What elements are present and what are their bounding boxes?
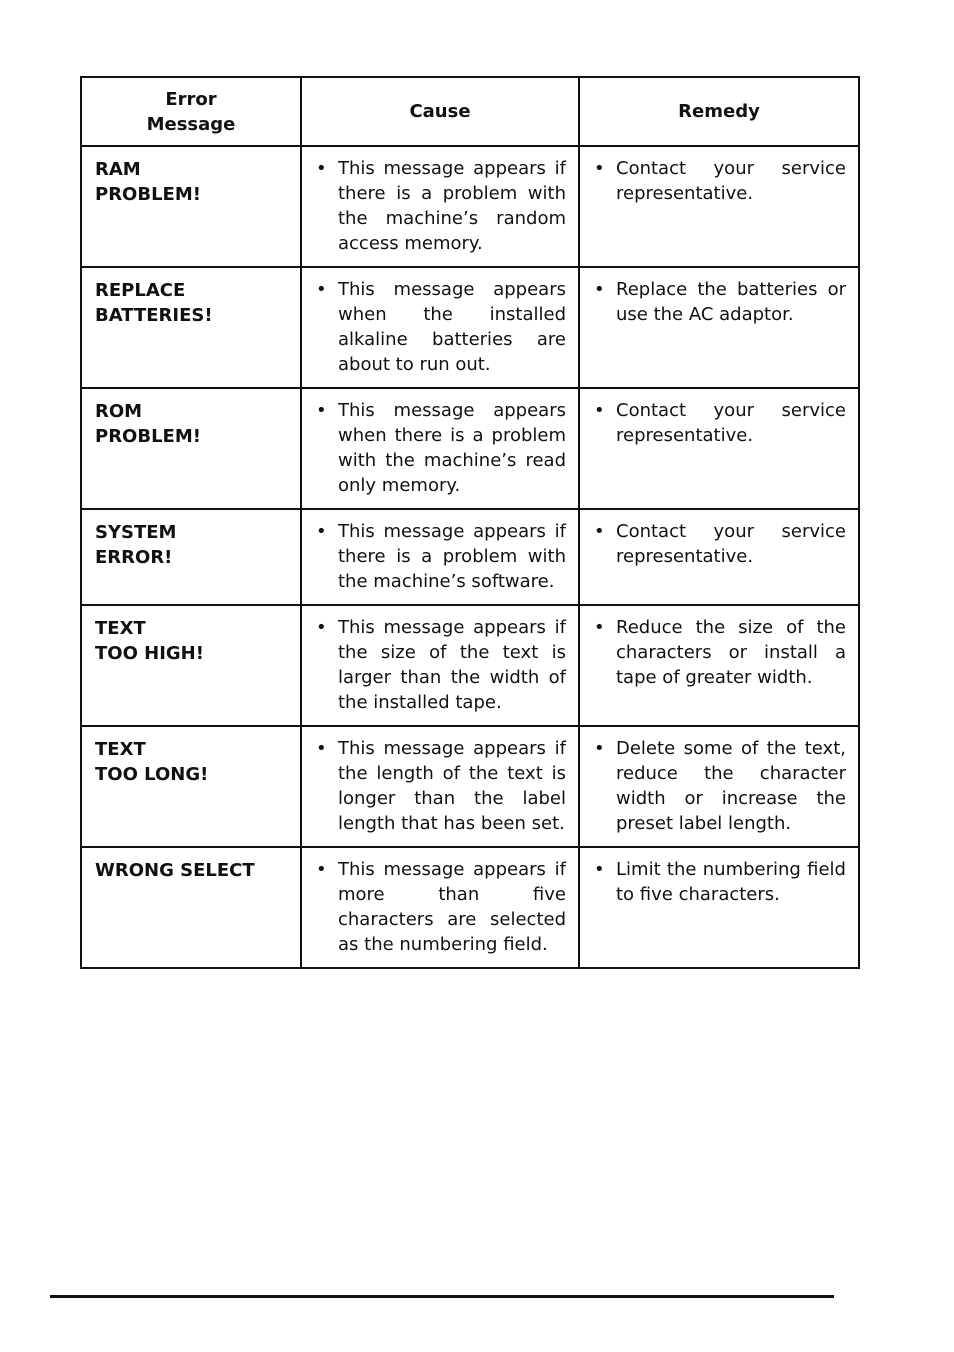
cause-text: This message appears if the length of the text is longer than the label length that has been set. xyxy=(338,738,566,834)
bullet-icon: • xyxy=(316,400,327,421)
cause-cell xyxy=(301,146,579,267)
error-message-line: RAM xyxy=(95,159,141,180)
table-row xyxy=(81,847,859,968)
bullet-icon: • xyxy=(594,158,605,179)
table-row xyxy=(81,509,859,605)
error-message-line: ROM xyxy=(95,401,143,422)
error-message-line: ERROR! xyxy=(95,547,173,568)
remedy-bullet xyxy=(594,857,846,907)
error-message-line: PROBLEM! xyxy=(95,426,201,447)
cause-bullet xyxy=(316,857,566,957)
remedy-text: Replace the batteries or use the AC adaptor. xyxy=(616,279,846,325)
bullet-icon: • xyxy=(316,617,327,638)
error-message-cell xyxy=(81,605,301,726)
table-header-row xyxy=(81,77,859,146)
table-row xyxy=(81,146,859,267)
header-remedy: Remedy xyxy=(579,77,859,146)
cause-cell xyxy=(301,388,579,509)
error-message-table xyxy=(80,76,860,969)
cause-cell xyxy=(301,267,579,388)
error-message-line: PROBLEM! xyxy=(95,184,201,205)
remedy-text: Delete some of the text, reduce the character width or increase the preset label length. xyxy=(616,738,846,834)
remedy-bullet xyxy=(594,277,846,327)
header-error-message-line-2: Message xyxy=(146,113,236,135)
error-message-line: TOO LONG! xyxy=(95,764,209,785)
cause-cell xyxy=(301,726,579,847)
remedy-bullet xyxy=(594,519,846,569)
error-message-cell xyxy=(81,388,301,509)
error-message-line: TEXT xyxy=(95,739,146,760)
cause-bullet xyxy=(316,519,566,594)
table-row xyxy=(81,726,859,847)
cause-cell xyxy=(301,509,579,605)
bullet-icon: • xyxy=(316,521,327,542)
cause-text: This message appears if the size of the text is larger than the width of the installed tape. xyxy=(338,617,566,713)
bullet-icon: • xyxy=(594,859,605,880)
cause-text: This message appears when the installed alkaline batteries are about to run out. xyxy=(338,279,566,375)
cause-text: This message appears if there is a problem with the machine’s software. xyxy=(338,521,566,592)
bullet-icon: • xyxy=(594,400,605,421)
cause-text: This message appears when there is a problem with the machine’s read only memory. xyxy=(338,400,566,496)
error-message-line: SYSTEM xyxy=(95,522,177,543)
remedy-cell xyxy=(579,509,859,605)
table-row xyxy=(81,388,859,509)
header-error-message xyxy=(81,77,301,146)
remedy-cell xyxy=(579,605,859,726)
remedy-cell xyxy=(579,267,859,388)
remedy-bullet xyxy=(594,156,846,206)
header-error-message-line-1: Error xyxy=(165,88,217,110)
header-cause: Cause xyxy=(301,77,579,146)
remedy-bullet xyxy=(594,736,846,836)
table-row xyxy=(81,605,859,726)
error-message-cell xyxy=(81,726,301,847)
remedy-text: Reduce the size of the characters or install a tape of greater width. xyxy=(616,617,846,688)
error-message-cell xyxy=(81,267,301,388)
remedy-cell xyxy=(579,726,859,847)
cause-text: This message appears if there is a problem with the machine’s random access memory. xyxy=(338,158,566,254)
error-message-cell xyxy=(81,146,301,267)
cause-bullet xyxy=(316,398,566,498)
error-message-cell xyxy=(81,847,301,968)
error-message-line: REPLACE xyxy=(95,280,186,301)
error-message-line: TOO HIGH! xyxy=(95,643,204,664)
cause-bullet xyxy=(316,736,566,836)
bullet-icon: • xyxy=(316,158,327,179)
bullet-icon: • xyxy=(594,521,605,542)
bullet-icon: • xyxy=(594,617,605,638)
remedy-text: Limit the numbering field to five characters. xyxy=(616,859,846,905)
error-message-cell xyxy=(81,509,301,605)
bullet-icon: • xyxy=(594,279,605,300)
bullet-icon: • xyxy=(594,738,605,759)
cause-bullet xyxy=(316,277,566,377)
cause-bullet xyxy=(316,615,566,715)
cause-bullet xyxy=(316,156,566,256)
remedy-bullet xyxy=(594,615,846,690)
remedy-cell xyxy=(579,388,859,509)
cause-cell xyxy=(301,605,579,726)
bullet-icon: • xyxy=(316,738,327,759)
remedy-text: Contact your service representative. xyxy=(616,158,846,204)
error-message-line: TEXT xyxy=(95,618,146,639)
remedy-cell xyxy=(579,146,859,267)
table-row xyxy=(81,267,859,388)
remedy-bullet xyxy=(594,398,846,448)
remedy-text: Contact your service representative. xyxy=(616,521,846,567)
error-message-line: BATTERIES! xyxy=(95,305,213,326)
footer-rule xyxy=(50,1295,834,1298)
bullet-icon: • xyxy=(316,279,327,300)
cause-cell xyxy=(301,847,579,968)
remedy-text: Contact your service representative. xyxy=(616,400,846,446)
error-message-line: WRONG SELECT xyxy=(95,860,255,881)
cause-text: This message appears if more than five characters are selected as the numbering field. xyxy=(338,859,566,955)
remedy-cell xyxy=(579,847,859,968)
bullet-icon: • xyxy=(316,859,327,880)
